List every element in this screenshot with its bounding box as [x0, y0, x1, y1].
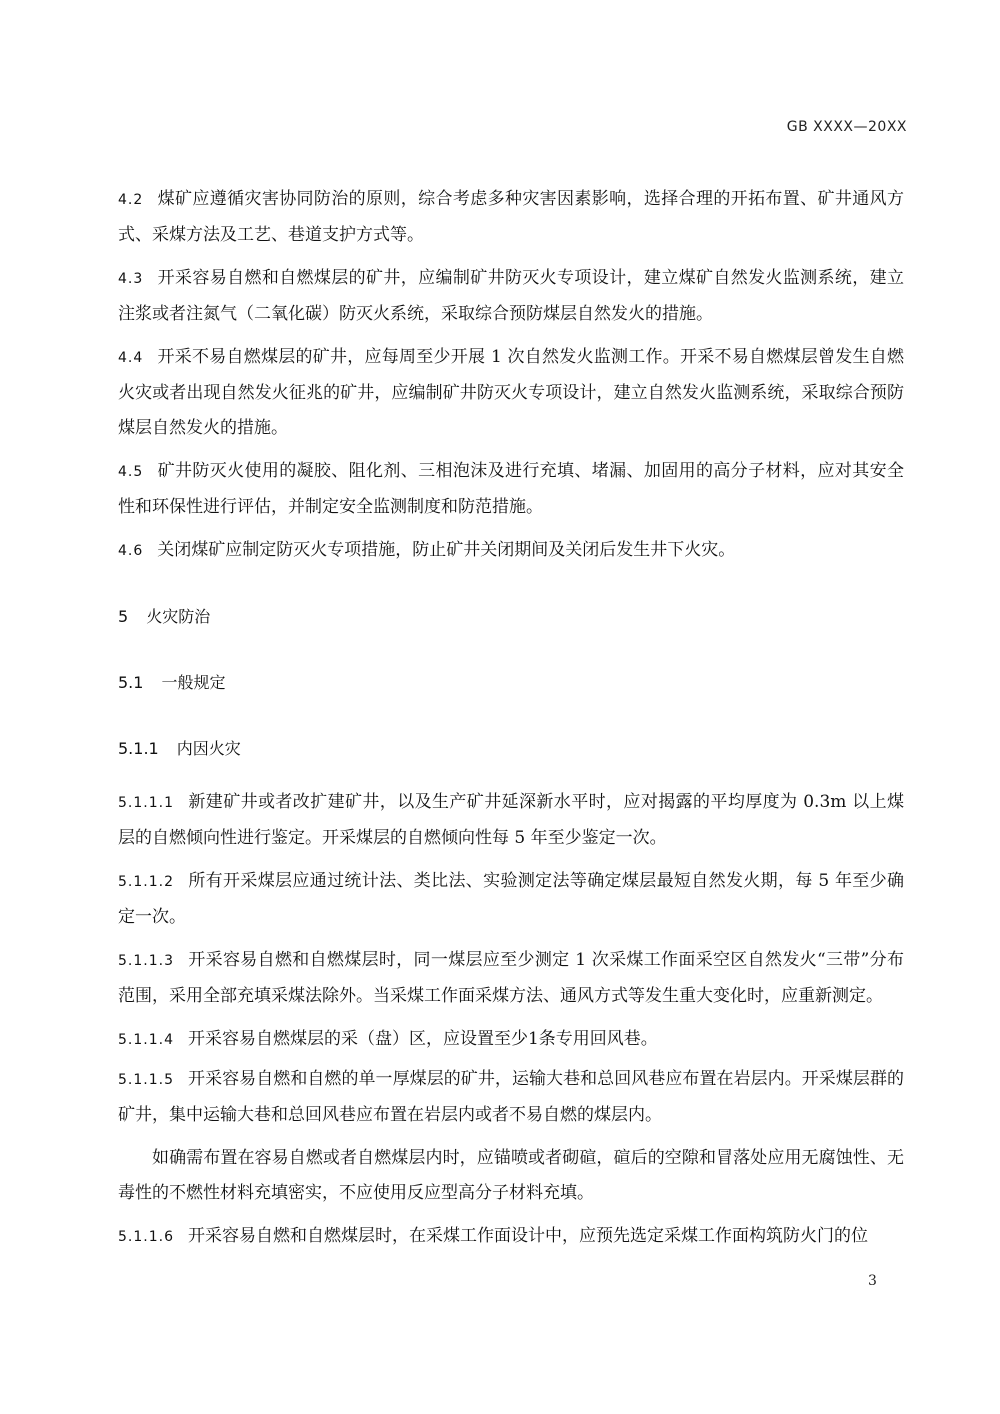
page-content-lower [118, 785, 904, 1263]
clause-5-1-1-6 [118, 1219, 904, 1255]
document-code-header: GB XXXX—20XX [786, 119, 907, 135]
clause-text: 煤矿应遵循灾害协同防治的原则，综合考虑多种灾害因素影响，选择合理的开拓布置、矿井通风方式、采煤方法及工艺、巷道支护方式等。 [118, 189, 904, 245]
clause-text: 开采容易自燃煤层的采（盘）区，应设置至少1条专用回风巷。 [187, 1029, 658, 1049]
heading-text: 火灾防治 [146, 607, 211, 626]
clause-4-3 [118, 261, 904, 332]
clause-text: 矿井防灭火使用的凝胶、阻化剂、三相泡沫及进行充填、堵漏、加固用的高分子材料，应对其安全性和环保性进行评估，并制定安全监测制度和防范措施。 [118, 461, 904, 517]
page-content [118, 182, 904, 577]
heading-number: 5.1.1 [118, 739, 159, 758]
clause-number: 4.5 [118, 464, 144, 480]
clause-text: 开采不易自燃煤层的矿井，应每周至少开展 1 次自然发火监测工作。开采不易自燃煤层曾发生自燃火灾或者出现自然发火征兆的矿井，应编制矿井防灭火专项设计，建立自然发火监测系统，采取综合预防煤层自然发火的措施。 [118, 347, 904, 438]
clause-number: 5.1.1.5 [118, 1072, 174, 1088]
clause-4-5 [118, 454, 904, 525]
clause-4-4 [118, 340, 904, 446]
clause-text: 关闭煤矿应制定防灭火专项措施，防止矿井关闭期间及关闭后发生井下火灾。 [157, 540, 736, 560]
clause-number: 5.1.1.2 [118, 874, 174, 890]
heading-text: 内因火灾 [176, 739, 241, 758]
clause-number: 4.4 [118, 350, 144, 366]
clause-text: 开采容易自燃和自燃煤层时，同一煤层应至少测定 1 次采煤工作面采空区自然发火“三带”分布范围，采用全部充填采煤法除外。当采煤工作面采煤方法、通风方式等发生重大变化时，应重新测定。 [118, 950, 904, 1006]
clause-text: 新建矿井或者改扩建矿井，以及生产矿井延深新水平时，应对揭露的平均厚度为 0.3m 以上煤层的自燃倾向性进行鉴定。开采煤层的自燃倾向性每 5 年至少鉴定一次。 [118, 792, 904, 848]
section-heading-5-1-1 [118, 738, 241, 760]
clause-4-2 [118, 182, 904, 253]
section-heading-5-1 [118, 672, 225, 694]
clause-number: 5.1.1.6 [118, 1229, 174, 1245]
heading-number: 5.1 [118, 673, 144, 692]
page-number: 3 [868, 1273, 877, 1289]
clause-number: 5.1.1.4 [118, 1032, 174, 1048]
clause-4-6 [118, 533, 904, 569]
clause-number: 5.1.1.3 [118, 953, 174, 969]
clause-5-1-1-2 [118, 864, 904, 935]
heading-number: 5 [118, 607, 129, 626]
clause-5-1-1-5-continuation: 如确需布置在容易自燃或者自燃煤层内时，应锚喷或者砌碹，碹后的空隙和冒落处应用无腐蚀性、无毒性的不燃性材料充填密实，不应使用反应型高分子材料充填。 [118, 1148, 904, 1203]
clause-number: 4.3 [118, 271, 144, 287]
section-heading-5 [118, 606, 210, 628]
clause-number: 4.2 [118, 192, 144, 208]
heading-text: 一般规定 [161, 673, 226, 692]
clause-text: 开采容易自燃和自燃煤层的矿井，应编制矿井防灭火专项设计，建立煤矿自然发火监测系统，建立注浆或者注氮气（二氧化碳）防灭火系统，采取综合预防煤层自然发火的措施。 [118, 268, 904, 324]
clause-text: 开采容易自燃和自燃煤层时，在采煤工作面设计中，应预先选定采煤工作面构筑防火门的位 [187, 1226, 868, 1246]
clause-number: 5.1.1.1 [118, 795, 174, 811]
clause-5-1-1-1 [118, 785, 904, 856]
clause-5-1-1-4 [118, 1022, 904, 1058]
clause-5-1-1-3 [118, 943, 904, 1014]
clause-number: 4.6 [118, 543, 144, 559]
clause-5-1-1-5 [118, 1062, 904, 1133]
clause-text: 所有开采煤层应通过统计法、类比法、实验测定法等确定煤层最短自然发火期，每 5 年至少确定一次。 [118, 871, 904, 927]
clause-text: 开采容易自燃和自燃的单一厚煤层的矿井，运输大巷和总回风巷应布置在岩层内。开采煤层群的矿井，集中运输大巷和总回风巷应布置在岩层内或者不易自燃的煤层内。 [118, 1069, 904, 1125]
